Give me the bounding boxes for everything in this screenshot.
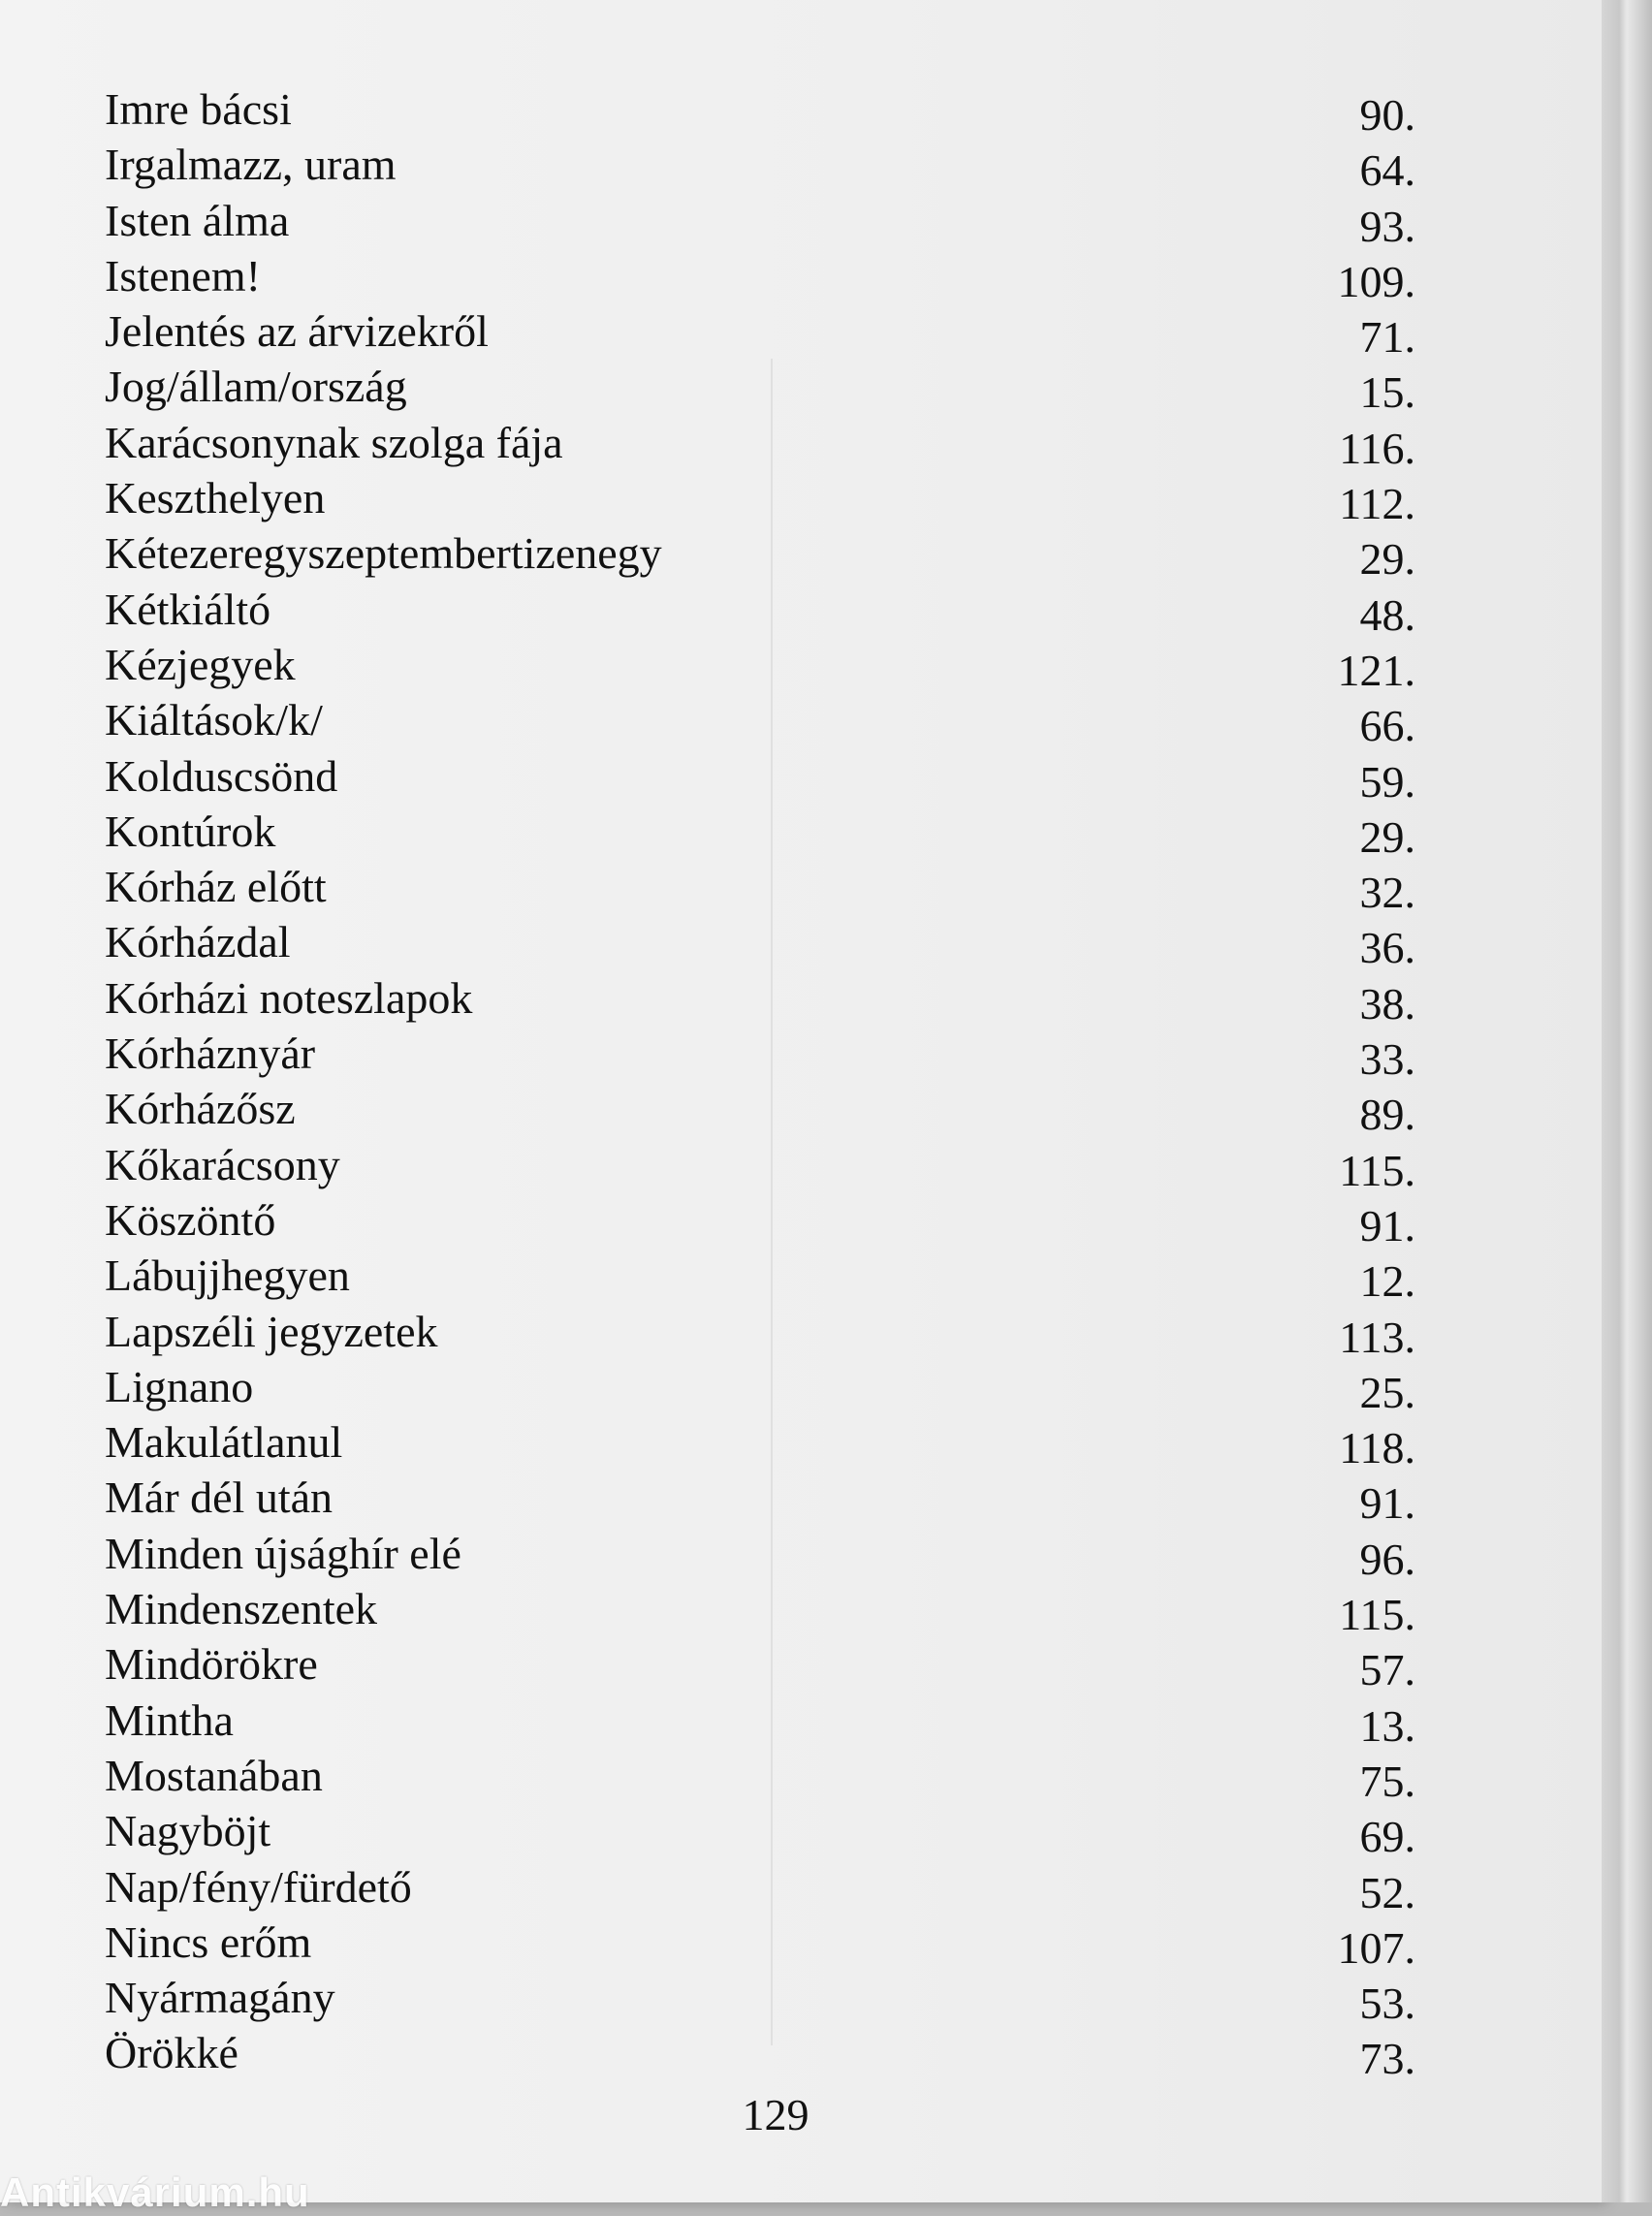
toc-entry-title: Istenem! — [105, 250, 261, 301]
toc-entry-title: Kétezeregyszeptembertizenegy — [105, 528, 662, 579]
toc-entry-title: Nincs erőm — [105, 1916, 312, 1967]
toc-entry — [105, 1248, 1415, 1307]
toc-entry-title: Lignano — [105, 1361, 254, 1411]
toc-entry-page: 115. — [1339, 1145, 1415, 1195]
toc-entry-title: Kórházdal — [105, 917, 291, 967]
toc-entry-title: Mindenszentek — [105, 1584, 378, 1634]
toc-entry — [105, 1137, 1415, 1195]
toc-entry-page: 59. — [1359, 756, 1415, 807]
toc-entry-page: 38. — [1359, 978, 1415, 1029]
toc-entry — [105, 748, 1415, 807]
toc-entry-title: Mostanában — [105, 1750, 323, 1800]
toc-entry-title: Kórháznyár — [105, 1029, 316, 1079]
toc-entry — [105, 2025, 1415, 2084]
toc-entry-page: 48. — [1359, 589, 1415, 640]
watermark: Antikvárium.hu — [0, 2169, 310, 2215]
toc-entry — [105, 193, 1415, 251]
toc-entry-page: 91. — [1359, 1200, 1415, 1250]
toc-entry-title: Kórház előtt — [105, 862, 327, 912]
toc-entry — [105, 1636, 1415, 1695]
toc-entry-title: Köszöntő — [105, 1194, 276, 1245]
toc-entry — [105, 804, 1415, 862]
toc-entry-page: 107. — [1337, 1922, 1415, 1973]
toc-entry — [105, 1359, 1415, 1417]
toc-entry-page: 69. — [1359, 1812, 1415, 1862]
toc-entry-title: Mindörökre — [105, 1639, 318, 1690]
toc-entry-title: Kolduscsönd — [105, 750, 338, 801]
toc-entry — [105, 1414, 1415, 1473]
book-edge — [1602, 0, 1652, 2202]
toc-entry-page: 112. — [1339, 479, 1415, 529]
toc-entry-title: Lapszéli jegyzetek — [105, 1306, 438, 1356]
toc-entry-title: Kontúrok — [105, 806, 276, 856]
toc-entry — [105, 1192, 1415, 1248]
toc-entry-title: Kőkarácsony — [105, 1139, 340, 1189]
toc-entry-title: Nagyböjt — [105, 1806, 271, 1856]
toc-entry — [105, 1026, 1415, 1085]
toc-entry-title: Nyármagány — [105, 1973, 335, 2023]
toc-entry-page: 13. — [1359, 1700, 1415, 1751]
toc-entry-title: Mintha — [105, 1694, 234, 1745]
toc-entry-page: 91. — [1359, 1478, 1415, 1529]
toc-entry-page: 12. — [1359, 1256, 1415, 1307]
toc-entry — [105, 303, 1415, 363]
toc-entry-page: 36. — [1359, 923, 1415, 973]
page-number: 129 — [742, 2090, 810, 2139]
toc-entry — [105, 1081, 1415, 1140]
toc-entry-page: 71. — [1359, 312, 1415, 363]
toc-entry-title: Kórházősz — [105, 1084, 296, 1134]
toc-entry-page: 73. — [1359, 2034, 1415, 2084]
toc-entry-title: Jelentés az árvizekről — [105, 306, 489, 357]
toc-entry — [105, 1526, 1415, 1584]
toc-entry-title: Kórházi noteszlapok — [105, 972, 473, 1023]
toc-entry-page: 115. — [1339, 1590, 1415, 1640]
toc-entry-title: Isten álma — [105, 195, 290, 245]
toc-entry-page: 25. — [1359, 1367, 1415, 1417]
toc-entry — [105, 1915, 1415, 1973]
toc-entry-page: 96. — [1359, 1534, 1415, 1584]
toc-entry — [105, 525, 1415, 585]
toc-entry-title: Jog/állam/ország — [105, 362, 407, 412]
toc-entry — [105, 859, 1415, 918]
toc-entry-title: Lábujjhegyen — [105, 1250, 350, 1301]
toc-entry — [105, 1693, 1415, 1751]
toc-entry — [105, 359, 1415, 418]
toc-entry — [105, 582, 1415, 640]
toc-entry-page: 64. — [1359, 145, 1415, 196]
toc-entry-title: Kétkiáltó — [105, 584, 271, 634]
toc-entry-page: 33. — [1359, 1034, 1415, 1085]
toc-entry-page: 118. — [1339, 1423, 1415, 1473]
toc-entry-page: 52. — [1359, 1867, 1415, 1917]
toc-entry-title: Örökké — [105, 2028, 238, 2078]
toc-entry-page: 29. — [1359, 811, 1415, 862]
toc-entry-page: 66. — [1359, 701, 1415, 751]
toc-entry-title: Nap/fény/fürdető — [105, 1861, 412, 1912]
toc-entry — [105, 137, 1415, 196]
toc-entry — [105, 415, 1415, 473]
toc-entry — [105, 1859, 1415, 1915]
toc-entry — [105, 1581, 1415, 1640]
toc-entry-page: 90. — [1359, 90, 1415, 140]
toc-entry-title: Makulátlanul — [105, 1417, 343, 1468]
toc-entry — [105, 1803, 1415, 1862]
toc-entry — [105, 1970, 1415, 2029]
toc-entry-page: 113. — [1339, 1312, 1415, 1362]
toc-entry-page: 29. — [1359, 534, 1415, 585]
toc-entry-page: 15. — [1359, 367, 1415, 418]
toc-entry — [105, 248, 1415, 306]
toc-entry — [105, 637, 1415, 695]
toc-entry-page: 121. — [1337, 645, 1415, 695]
toc-entry-title: Minden újsághír elé — [105, 1528, 461, 1578]
toc-entry-title: Keszthelyen — [105, 473, 326, 523]
table-of-contents-list — [105, 81, 1415, 2084]
toc-entry-title: Karácsonynak szolga fája — [105, 417, 563, 467]
toc-entry-page: 116. — [1339, 423, 1415, 473]
toc-entry-page: 89. — [1359, 1090, 1415, 1140]
toc-entry — [105, 914, 1415, 973]
toc-entry — [105, 470, 1415, 529]
toc-entry-page: 93. — [1359, 201, 1415, 251]
toc-entry — [105, 81, 1415, 140]
toc-entry — [105, 692, 1415, 751]
toc-entry — [105, 1304, 1415, 1362]
toc-entry-page: 53. — [1359, 1979, 1415, 2029]
toc-entry — [105, 1470, 1415, 1529]
toc-entry-title: Irgalmazz, uram — [105, 140, 397, 190]
toc-entry — [105, 970, 1415, 1029]
toc-entry-page: 109. — [1337, 256, 1415, 306]
toc-entry-title: Kézjegyek — [105, 639, 296, 689]
toc-entry-title: Már dél után — [105, 1472, 334, 1523]
toc-entry-page: 32. — [1359, 868, 1415, 918]
toc-entry-title: Imre bácsi — [105, 84, 292, 134]
toc-entry-title: Kiáltások/k/ — [105, 695, 323, 745]
toc-entry-page: 75. — [1359, 1756, 1415, 1806]
toc-entry-page: 57. — [1359, 1645, 1415, 1695]
toc-entry — [105, 1748, 1415, 1806]
